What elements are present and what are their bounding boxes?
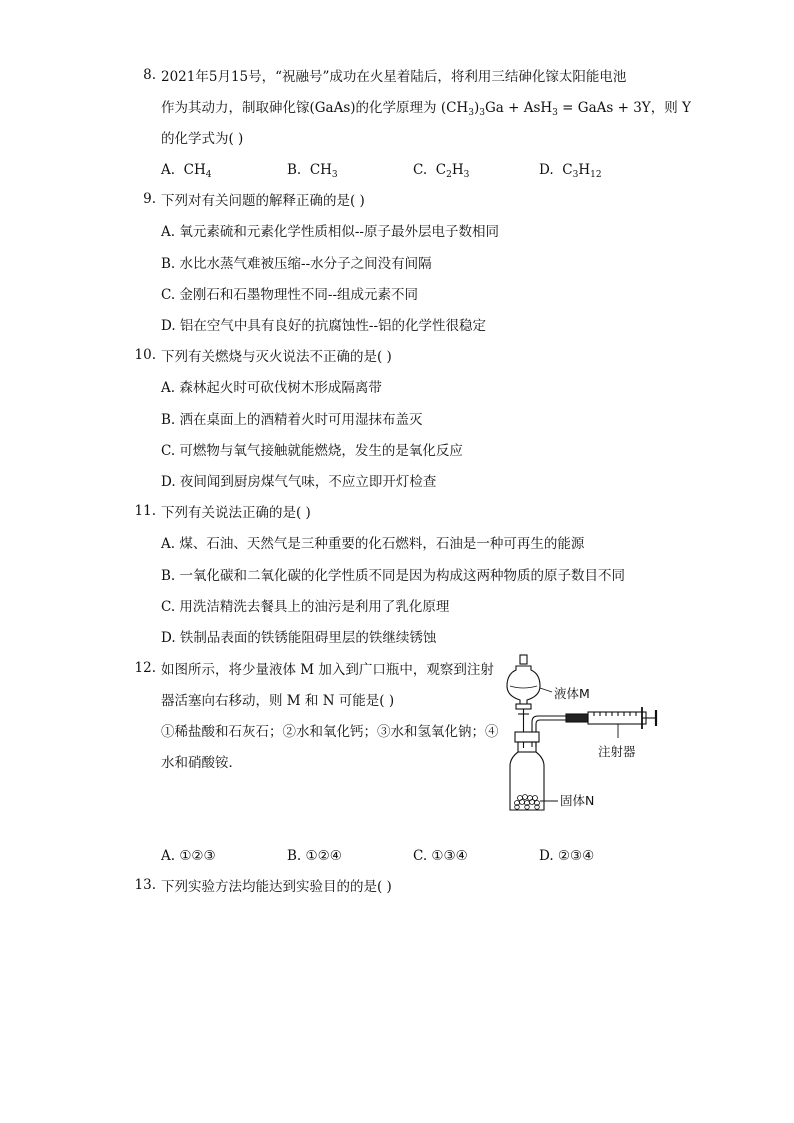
syringe-icon <box>588 707 656 729</box>
question-stem-line: 的化学式为( ) <box>161 131 244 147</box>
option-b[interactable]: B. 一氧化碳和二氧化碳的化学性质不同是因为构成这两种物质的原子数目不同 <box>161 568 626 584</box>
option-d[interactable]: D. 夜间闻到厨房煤气气味，不应立即开灯检查 <box>161 474 437 490</box>
question-stem-line: 2021年5月15号，“祝融号”成功在火星着陆后，将利用三结砷化镓太阳能电池 <box>161 69 627 85</box>
question-stem-line: 水和硝酸铵． <box>161 755 242 771</box>
option-c[interactable]: C. 用洗洁精洗去餐具上的油污是利用了乳化原理 <box>161 599 450 615</box>
option-b[interactable]: B. 洒在桌面上的酒精着火时可用湿抹布盖灭 <box>161 412 423 428</box>
liquid-m-label: 液体M <box>554 686 590 701</box>
option-a[interactable]: A. ①②③ <box>161 848 216 864</box>
option-b[interactable]: B. 水比水蒸气难被压缩--水分子之间没有间隔 <box>161 256 432 272</box>
question-number: 13. <box>134 877 156 893</box>
option-a[interactable]: A. 煤、石油、天然气是三种重要的化石燃料，石油是一种可再生的能源 <box>161 536 585 552</box>
option-c[interactable]: C. ①③④ <box>413 848 468 864</box>
option-a[interactable]: A. 森林起火时可砍伐树木形成隔离带 <box>161 380 382 396</box>
option-a[interactable]: A. $CH_4$ <box>161 162 212 180</box>
option-c[interactable]: C. 可燃物与氧气接触就能燃烧，发生的是氧化反应 <box>161 443 463 459</box>
question-number: 11. <box>134 503 156 519</box>
question-stem-line: 器活塞向右移动，则 M 和 N 可能是( ) <box>161 693 395 709</box>
solid-n-label: 固体N <box>560 793 595 808</box>
question-number: 8. <box>143 67 156 83</box>
solid-n-pellets-icon <box>515 795 540 810</box>
question-number: 12. <box>134 660 156 676</box>
option-c[interactable]: C. $C_2H_3$ <box>413 162 470 180</box>
option-d[interactable]: D. 铝在空气中具有良好的抗腐蚀性--铝的化学性很稳定 <box>161 318 487 334</box>
option-d[interactable]: D. $C_3H_{12}$ <box>539 162 602 180</box>
question-stem-line: 作为其动力，制取砷化镓(GaAs)的化学原理为 $(CH_3)_3Ga + AsH_3$ = GaAs + 3Y，则 Y <box>161 100 691 118</box>
option-c[interactable]: C. 金刚石和石墨物理性不同--组成元素不同 <box>161 287 419 303</box>
question-number: 9. <box>143 191 156 207</box>
option-d[interactable]: D. 铁制品表面的铁锈能阻碍里层的铁继续锈蚀 <box>161 630 437 646</box>
leader-line <box>540 688 552 692</box>
syringe-label: 注射器 <box>598 744 636 759</box>
question-stem: 下列实验方法均能达到实验目的的是( ) <box>161 879 392 895</box>
option-b[interactable]: B. ①②④ <box>287 848 342 864</box>
option-b[interactable]: B. $CH_3$ <box>287 162 338 180</box>
apparatus-diagram <box>480 652 670 817</box>
question-stem-line: 如图所示，将少量液体 M 加入到广口瓶中，观察到注射 <box>161 662 494 678</box>
delivery-tube-icon <box>532 714 588 747</box>
question-stem: 下列对有关问题的解释正确的是( ) <box>161 193 365 209</box>
question-stem-line: ①稀盐酸和石灰石；②水和氧化钙；③水和氢氧化钠；④ <box>161 724 499 740</box>
question-number: 10. <box>134 347 156 363</box>
question-stem: 下列有关燃烧与灭火说法不正确的是( ) <box>161 349 392 365</box>
option-d[interactable]: D. ②③④ <box>539 848 595 864</box>
question-stem: 下列有关说法正确的是( ) <box>161 505 311 521</box>
option-a[interactable]: A. 氧元素硫和元素化学性质相似--原子最外层电子数相同 <box>161 224 499 240</box>
